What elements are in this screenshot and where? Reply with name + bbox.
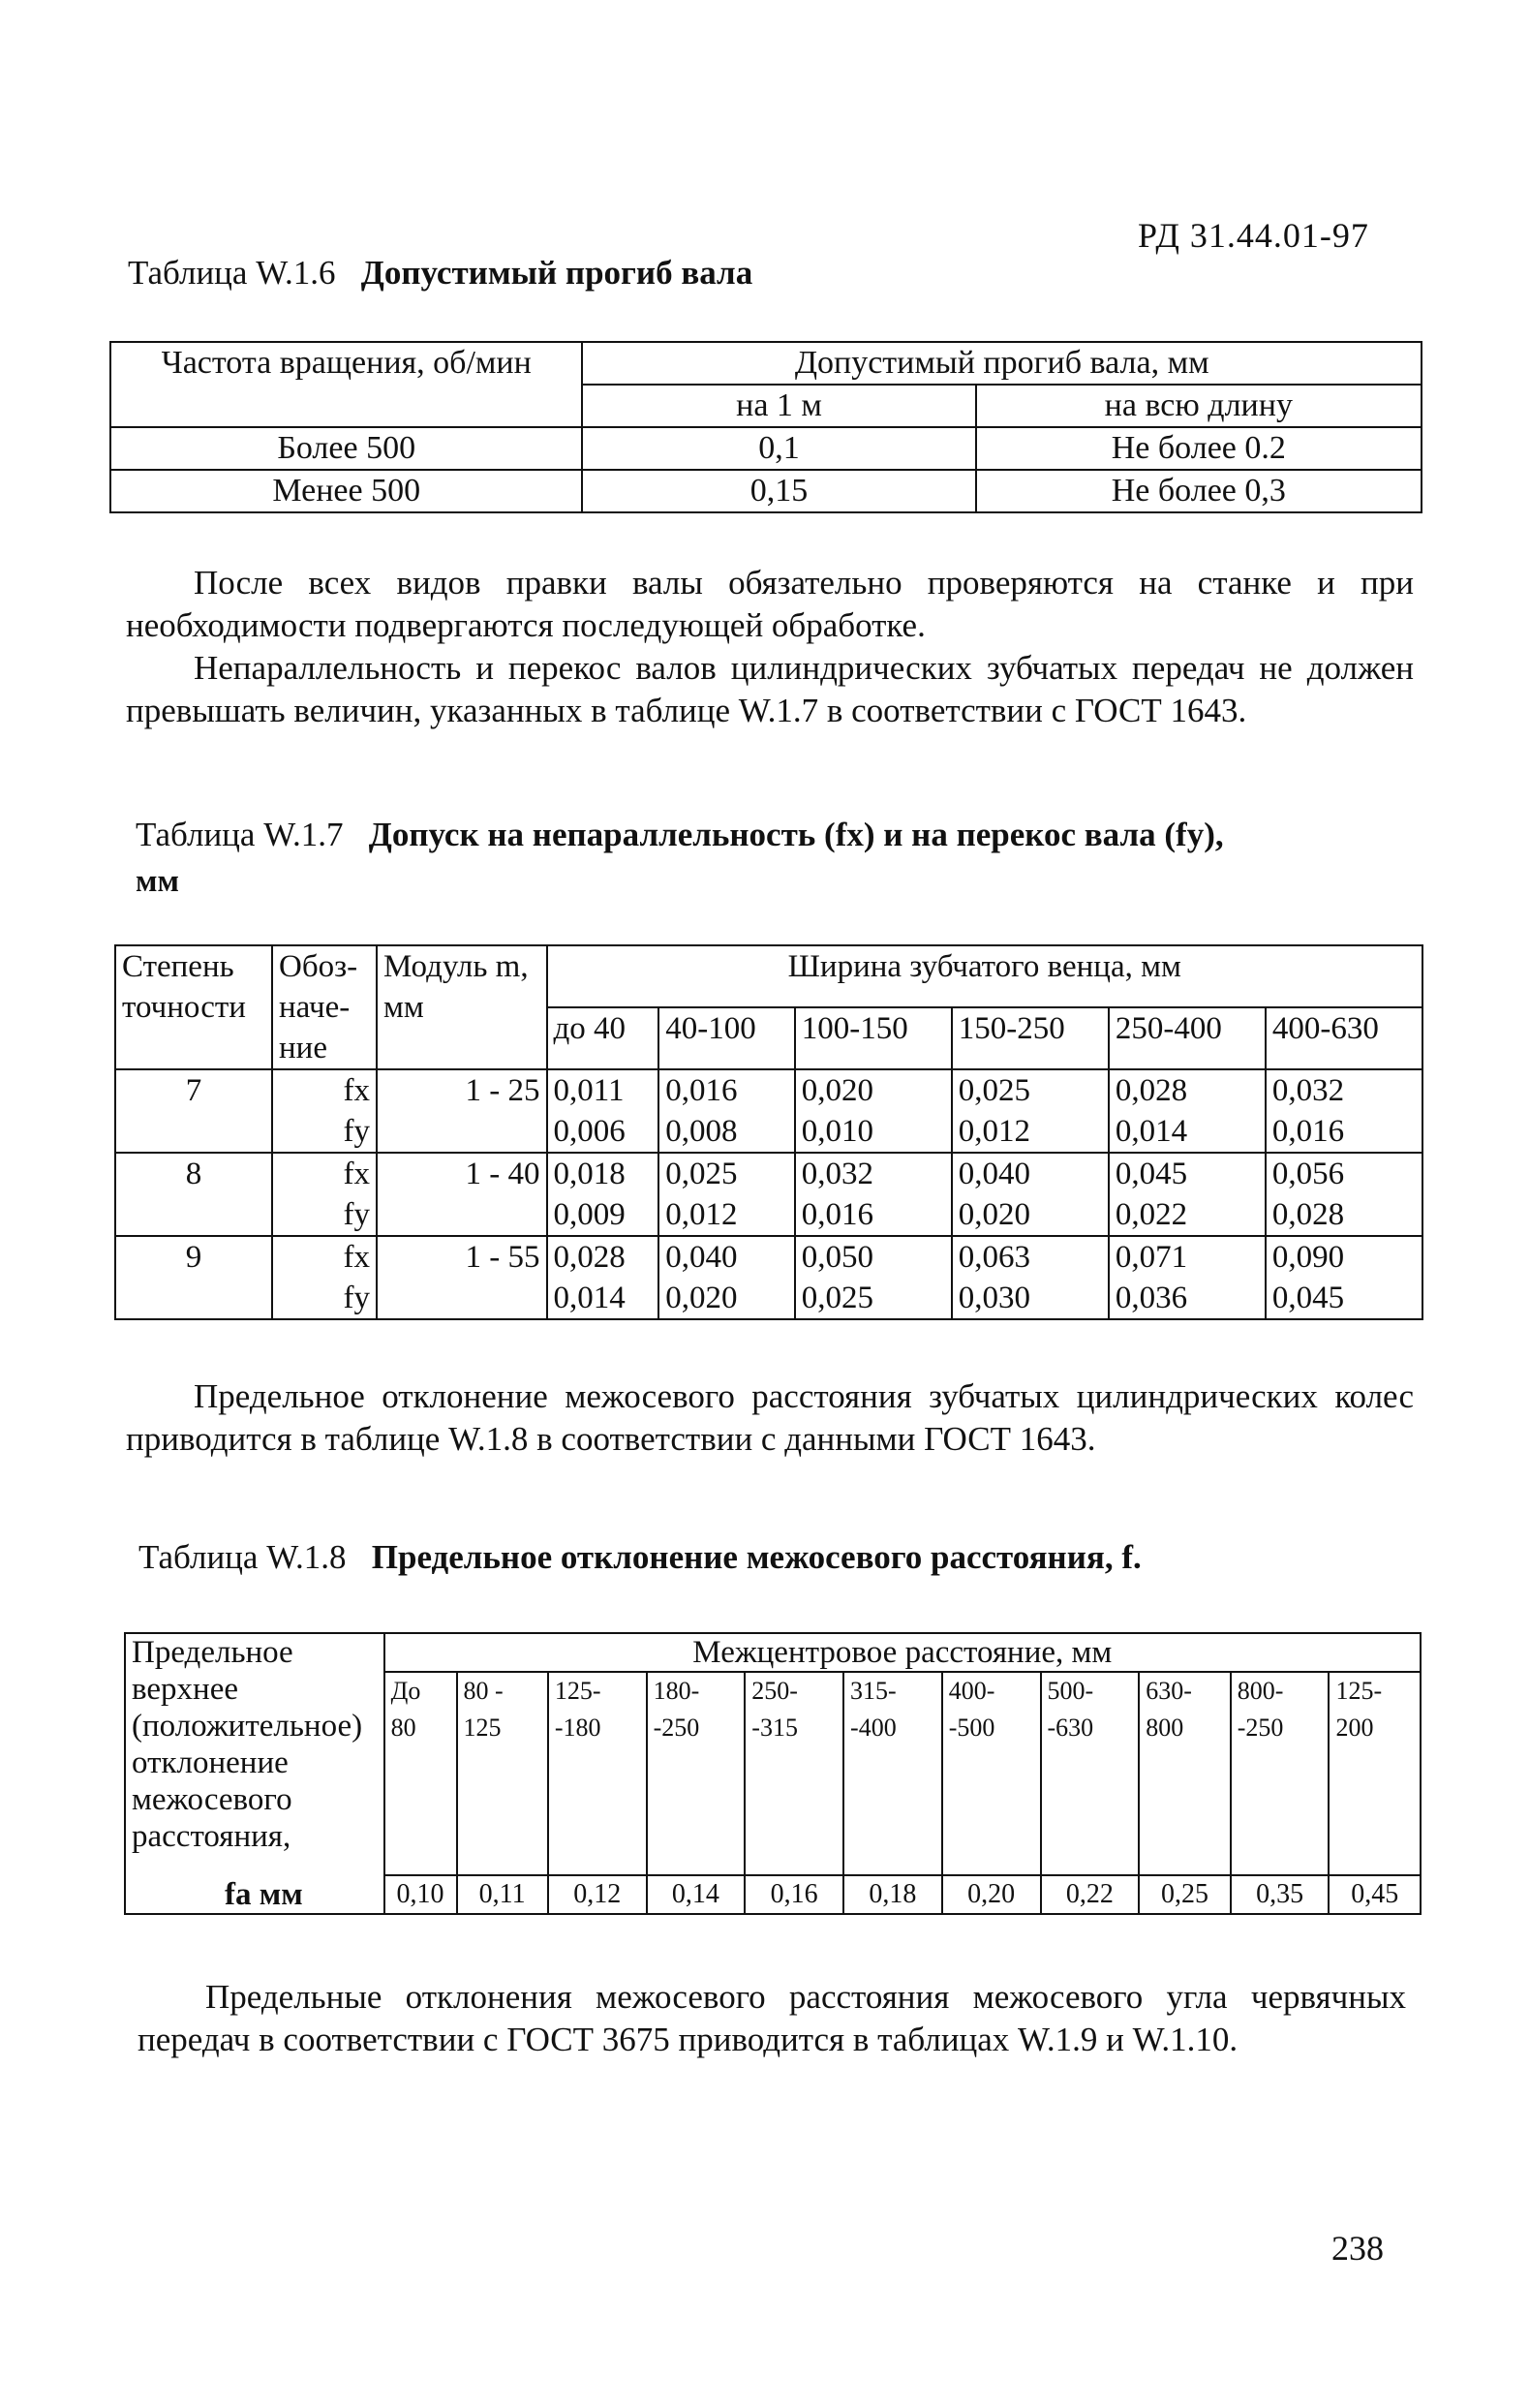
table2-width-header: 150-250 <box>952 1007 1109 1069</box>
table2-width-header: 40-100 <box>658 1007 795 1069</box>
table2-value-cell: 0,014 <box>1109 1111 1266 1153</box>
table2-value-cell: 0,028 <box>1109 1069 1266 1111</box>
table2-symbol-cell: fy <box>272 1278 377 1319</box>
table3-caption <box>138 1538 1142 1577</box>
table-row <box>110 470 1422 512</box>
table2-value-cell: 0,009 <box>547 1194 659 1236</box>
table1-header-frequency: Частота вращения, об/мин <box>110 342 582 427</box>
table2-value-cell: 0,020 <box>795 1069 952 1111</box>
table2-value-cell: 0,012 <box>952 1111 1109 1153</box>
table-row <box>115 1194 1422 1236</box>
table2-module-cell: 1 - 55 <box>377 1236 547 1319</box>
table-row <box>110 427 1422 470</box>
table2-value-cell: 0,020 <box>952 1194 1109 1236</box>
table3-caption-prefix: Таблица W.1.8 <box>138 1538 347 1576</box>
table2-header-module: Модуль m, мм <box>377 945 547 1069</box>
table2-degree-cell: 7 <box>115 1069 272 1153</box>
paragraph-text: Непараллельность и перекос валов цилиндрических зубчатых передач не должен превышать величин, указанных в таблице W.1.7 в соответствии с ГОСТ 1643. <box>126 649 1414 729</box>
table3-header-left-unit: fa мм <box>225 1877 303 1912</box>
table2-value-cell: 0,028 <box>547 1236 659 1278</box>
table2-value-cell: 0,014 <box>547 1278 659 1319</box>
table-shaft-sag <box>109 341 1422 513</box>
table2-value-cell: 0,012 <box>658 1194 795 1236</box>
table3-range-cell: 180--250 <box>647 1672 746 1875</box>
table3-value-cell: 0,45 <box>1329 1875 1421 1914</box>
table2-value-cell: 0,022 <box>1109 1194 1266 1236</box>
table3-range-cell: 800--250 <box>1231 1672 1330 1875</box>
table1-caption-title: Допустимый прогиб вала <box>360 254 753 292</box>
paragraph-nonparallelism <box>126 647 1414 732</box>
table2-value-cell: 0,025 <box>795 1278 952 1319</box>
table3-range-cell: 315--400 <box>843 1672 942 1875</box>
table2-value-cell: 0,010 <box>795 1111 952 1153</box>
table2-header-symbol: Обоз-наче-ние <box>272 945 377 1069</box>
table2-header-width: Ширина зубчатого венца, мм <box>547 945 1423 1007</box>
table3-range-cell: 80 - 125 <box>457 1672 548 1875</box>
table2-degree-cell: 9 <box>115 1236 272 1319</box>
table3-range-cell: 630-800 <box>1139 1672 1230 1875</box>
table-row <box>115 1111 1422 1153</box>
table3-value-cell: 0,10 <box>384 1875 457 1914</box>
table2-value-cell: 0,025 <box>952 1069 1109 1111</box>
table1-header-sag: Допустимый прогиб вала, мм <box>582 342 1422 385</box>
table1-cell: Менее 500 <box>110 470 582 512</box>
table2-value-cell: 0,016 <box>795 1194 952 1236</box>
table1-cell: 0,1 <box>582 427 975 470</box>
table2-caption-unit: мм <box>136 864 179 899</box>
table2-value-cell: 0,050 <box>795 1236 952 1278</box>
table3-value-cell: 0,16 <box>745 1875 843 1914</box>
table2-width-header: 100-150 <box>795 1007 952 1069</box>
table3-range-cell: До 80 <box>384 1672 457 1875</box>
table3-value-cell: 0,11 <box>457 1875 548 1914</box>
table2-value-cell: 0,016 <box>658 1069 795 1111</box>
table2-value-cell: 0,006 <box>547 1111 659 1153</box>
table3-value-cell: 0,18 <box>843 1875 942 1914</box>
table1-cell: Более 500 <box>110 427 582 470</box>
table2-value-cell: 0,025 <box>658 1153 795 1194</box>
table3-range-cell: 250--315 <box>745 1672 843 1875</box>
table3-range-cell: 500--630 <box>1041 1672 1140 1875</box>
table3-header-left-text: Предельное верхнее (положительное) отклонение межосевого расстояния, <box>132 1635 363 1854</box>
document-code: РД 31.44.01-97 <box>1138 216 1369 255</box>
table2-width-header: до 40 <box>547 1007 659 1069</box>
table3-value-cell: 0,20 <box>942 1875 1041 1914</box>
table2-symbol-cell: fy <box>272 1194 377 1236</box>
table2-symbol-cell: fx <box>272 1153 377 1194</box>
table1-caption-prefix: Таблица W.1.6 <box>128 254 336 292</box>
page-number: 238 <box>1331 2229 1384 2268</box>
table2-value-cell: 0,030 <box>952 1278 1109 1319</box>
table2-value-cell: 0,045 <box>1109 1153 1266 1194</box>
table3-range-cell: 125-200 <box>1329 1672 1421 1875</box>
table3-value-cell: 0,25 <box>1139 1875 1230 1914</box>
table3-value-cell: 0,22 <box>1041 1875 1140 1914</box>
table1-subheader-per-meter: на 1 м <box>582 385 975 427</box>
table2-header-degree: Степень точности <box>115 945 272 1069</box>
table3-header-left <box>125 1633 384 1914</box>
table2-value-cell: 0,036 <box>1109 1278 1266 1319</box>
table2-value-cell: 0,018 <box>547 1153 659 1194</box>
table2-module-cell: 1 - 40 <box>377 1153 547 1236</box>
table1-cell: Не более 0,3 <box>976 470 1422 512</box>
table3-value-cell: 0,14 <box>647 1875 746 1914</box>
table1-cell: 0,15 <box>582 470 975 512</box>
table2-value-cell: 0,008 <box>658 1111 795 1153</box>
table-row <box>115 1069 1422 1111</box>
table-gear-tolerance <box>114 944 1423 1320</box>
table2-value-cell: 0,028 <box>1266 1194 1422 1236</box>
table-row <box>115 1236 1422 1278</box>
table2-width-header: 400-630 <box>1266 1007 1422 1069</box>
table2-module-cell: 1 - 25 <box>377 1069 547 1153</box>
table3-caption-title: Предельное отклонение межосевого расстояния, f. <box>371 1538 1142 1576</box>
table2-value-cell: 0,032 <box>1266 1069 1422 1111</box>
table-row <box>115 1153 1422 1194</box>
table2-value-cell: 0,040 <box>952 1153 1109 1194</box>
table2-value-cell: 0,020 <box>658 1278 795 1319</box>
table2-value-cell: 0,063 <box>952 1236 1109 1278</box>
table2-value-cell: 0,045 <box>1266 1278 1422 1319</box>
table3-value-cell: 0,35 <box>1231 1875 1330 1914</box>
table1-subheader-full-length: на всю длину <box>976 385 1422 427</box>
table2-caption <box>136 816 1224 854</box>
table2-value-cell: 0,032 <box>795 1153 952 1194</box>
paragraph-center-distance <box>126 1375 1414 1461</box>
table3-value-cell: 0,12 <box>548 1875 647 1914</box>
paragraph-text: Предельное отклонение межосевого расстояния зубчатых цилиндрических колес приводится в таблице W.1.8 в соответствии с данными ГОСТ 1643. <box>126 1377 1414 1458</box>
table2-symbol-cell: fy <box>272 1111 377 1153</box>
paragraph-straightening <box>126 562 1414 647</box>
table3-header-distance: Межцентровое расстояние, мм <box>384 1633 1421 1672</box>
paragraph-worm-gears <box>138 1976 1406 2061</box>
table2-width-header: 250-400 <box>1109 1007 1266 1069</box>
table2-value-cell: 0,040 <box>658 1236 795 1278</box>
table-center-distance-deviation <box>124 1632 1422 1915</box>
table2-value-cell: 0,090 <box>1266 1236 1422 1278</box>
table2-degree-cell: 8 <box>115 1153 272 1236</box>
table2-value-cell: 0,071 <box>1109 1236 1266 1278</box>
table3-range-cell: 125--180 <box>548 1672 647 1875</box>
table2-caption-prefix: Таблица W.1.7 <box>136 816 344 853</box>
table1-cell: Не более 0.2 <box>976 427 1422 470</box>
paragraph-text: После всех видов правки валы обязательно проверяются на станке и при необходимости подвергаются последующей обработке. <box>126 564 1414 644</box>
table3-range-cell: 400--500 <box>942 1672 1041 1875</box>
table2-value-cell: 0,056 <box>1266 1153 1422 1194</box>
table2-symbol-cell: fx <box>272 1069 377 1111</box>
paragraph-text: Предельные отклонения межосевого расстояния межосевого угла червячных передач в соответствии с ГОСТ 3675 приводится в таблицах W.1.9 и W.1.10. <box>138 1978 1406 2058</box>
table1-caption <box>128 254 752 293</box>
table2-value-cell: 0,011 <box>547 1069 659 1111</box>
table-row <box>115 1278 1422 1319</box>
table2-symbol-cell: fx <box>272 1236 377 1278</box>
table2-value-cell: 0,016 <box>1266 1111 1422 1153</box>
table2-caption-title: Допуск на непараллельность (fx) и на перекос вала (fy), <box>368 816 1224 853</box>
